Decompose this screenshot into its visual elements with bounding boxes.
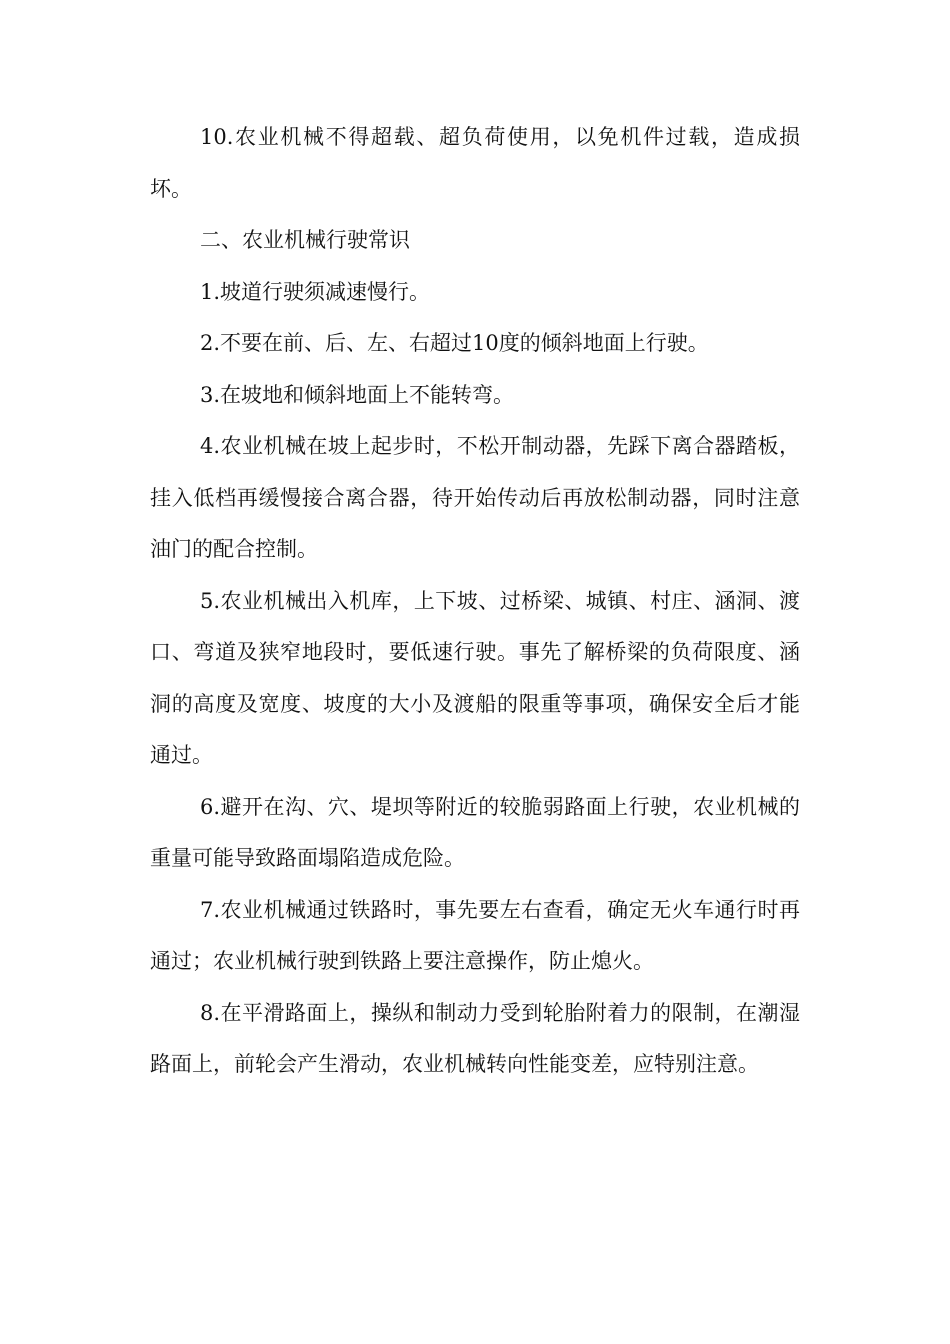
paragraph-item-1-slope-slow: 1.坡道行驶须减速慢行。 xyxy=(200,279,431,304)
paragraph-item-8-slippery-road: 8.在平滑路面上，操纵和制动力受到轮胎附着力的限制，在潮湿路面上，前轮会产生滑动，农业机械转向性能变差，应特别注意。 xyxy=(150,1000,800,1076)
paragraph-item-10-no-overload: 10.农业机械不得超载、超负荷使用，以免机件过载，造成损坏。 xyxy=(150,125,800,201)
document-body xyxy=(150,112,800,1091)
paragraph-item-4-hill-start: 4.农业机械在坡上起步时，不松开制动器，先踩下离合器踏板，挂入低档再缓慢接合离合器，待开始传动后再放松制动器，同时注意油门的配合控制。 xyxy=(150,434,800,561)
paragraph-item-3-no-turn-on-slope: 3.在坡地和倾斜地面上不能转弯。 xyxy=(200,382,515,407)
section-heading-driving-knowledge: 二、农业机械行驶常识 xyxy=(200,228,410,252)
paragraph-item-5-low-speed-areas: 5.农业机械出入机库，上下坡、过桥梁、城镇、村庄、涵洞、渡口、弯道及狭窄地段时，要低速行驶。事先了解桥梁的负荷限度、涵洞的高度及宽度、坡度的大小及渡船的限重等事项，确保安全后才能通过。 xyxy=(150,588,800,767)
paragraph-item-2-tilt-limit: 2.不要在前、后、左、右超过10度的倾斜地面上行驶。 xyxy=(200,331,709,355)
paragraph-item-6-weak-road: 6.避开在沟、穴、堤坝等附近的较脆弱路面上行驶，农业机械的重量可能导致路面塌陷造成危险。 xyxy=(150,794,800,870)
paragraph-item-7-railway-crossing: 7.农业机械通过铁路时，事先要左右查看，确定无火车通行时再通过；农业机械行驶到铁路上要注意操作，防止熄火。 xyxy=(150,897,800,973)
